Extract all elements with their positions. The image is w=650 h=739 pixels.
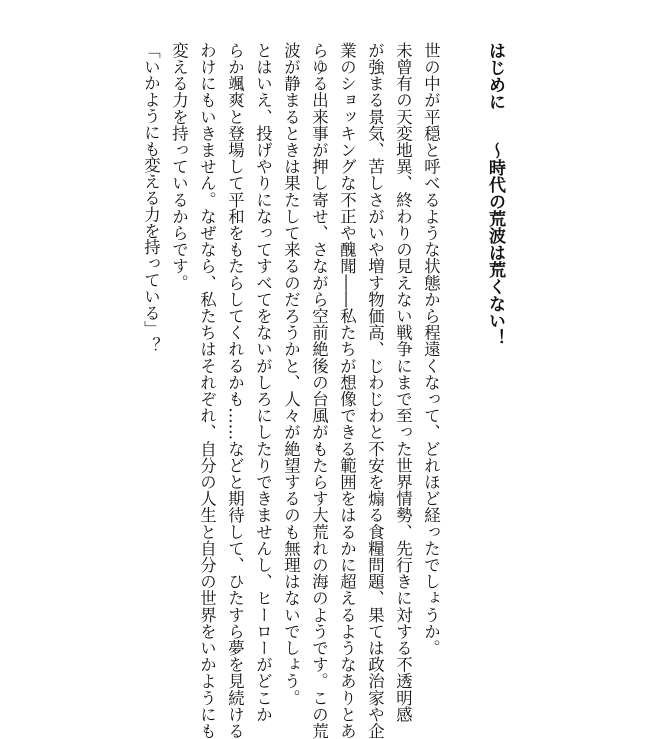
heading-title: はじめに [485,42,505,110]
body-line-10: 変える力を持っているからです。 [169,42,189,291]
body-line-8: らか颯爽と登場して平和をもたらしてくれるかも……などと期待して、ひたすら夢を見続ける [225,42,245,739]
section-heading [486,42,503,346]
body-line-9: わけにもいきません。なぜなら、私たちはそれぞれ、自分の人生と自分の世界をいかようにも [197,42,217,739]
body-line-7: とはいえ、投げやりになってすべてをないがしろにしたりできませんし、ヒーローがどこか [253,42,273,723]
quote-line: 「いかようにも変える力を持っている」？ [141,42,161,354]
body-line-3: が強まる景気、苦しさがいや増す物価高、じわじわと不安を煽る食糧問題、果ては政治家や企 [365,42,385,739]
body-line-5: らゆる出来事が押し寄せ、さながら空前絶後の台風がもたらす大荒れの海のようです。この荒 [309,42,329,739]
body-line-2: 未曾有の天変地異、終わりの見えない戦争にまで至った世界情勢、先行きに対する不透明感 [393,42,413,723]
heading-subtitle: ～時代の荒波は荒くない！ [485,142,505,346]
body-line-1: 世の中が平穏と呼べるような状態から程遠くなって、どれほど経ったでしょうか。 [421,42,441,657]
body-line-4: 業のショッキングな不正や醜聞――私たちが想像できる範囲をはるかに超えるようなありとあ [337,42,357,739]
body-line-6: 波が静まるときは果たして来るのだろうかと、人々が絶望するのも無理はないでしょう。 [281,42,301,706]
